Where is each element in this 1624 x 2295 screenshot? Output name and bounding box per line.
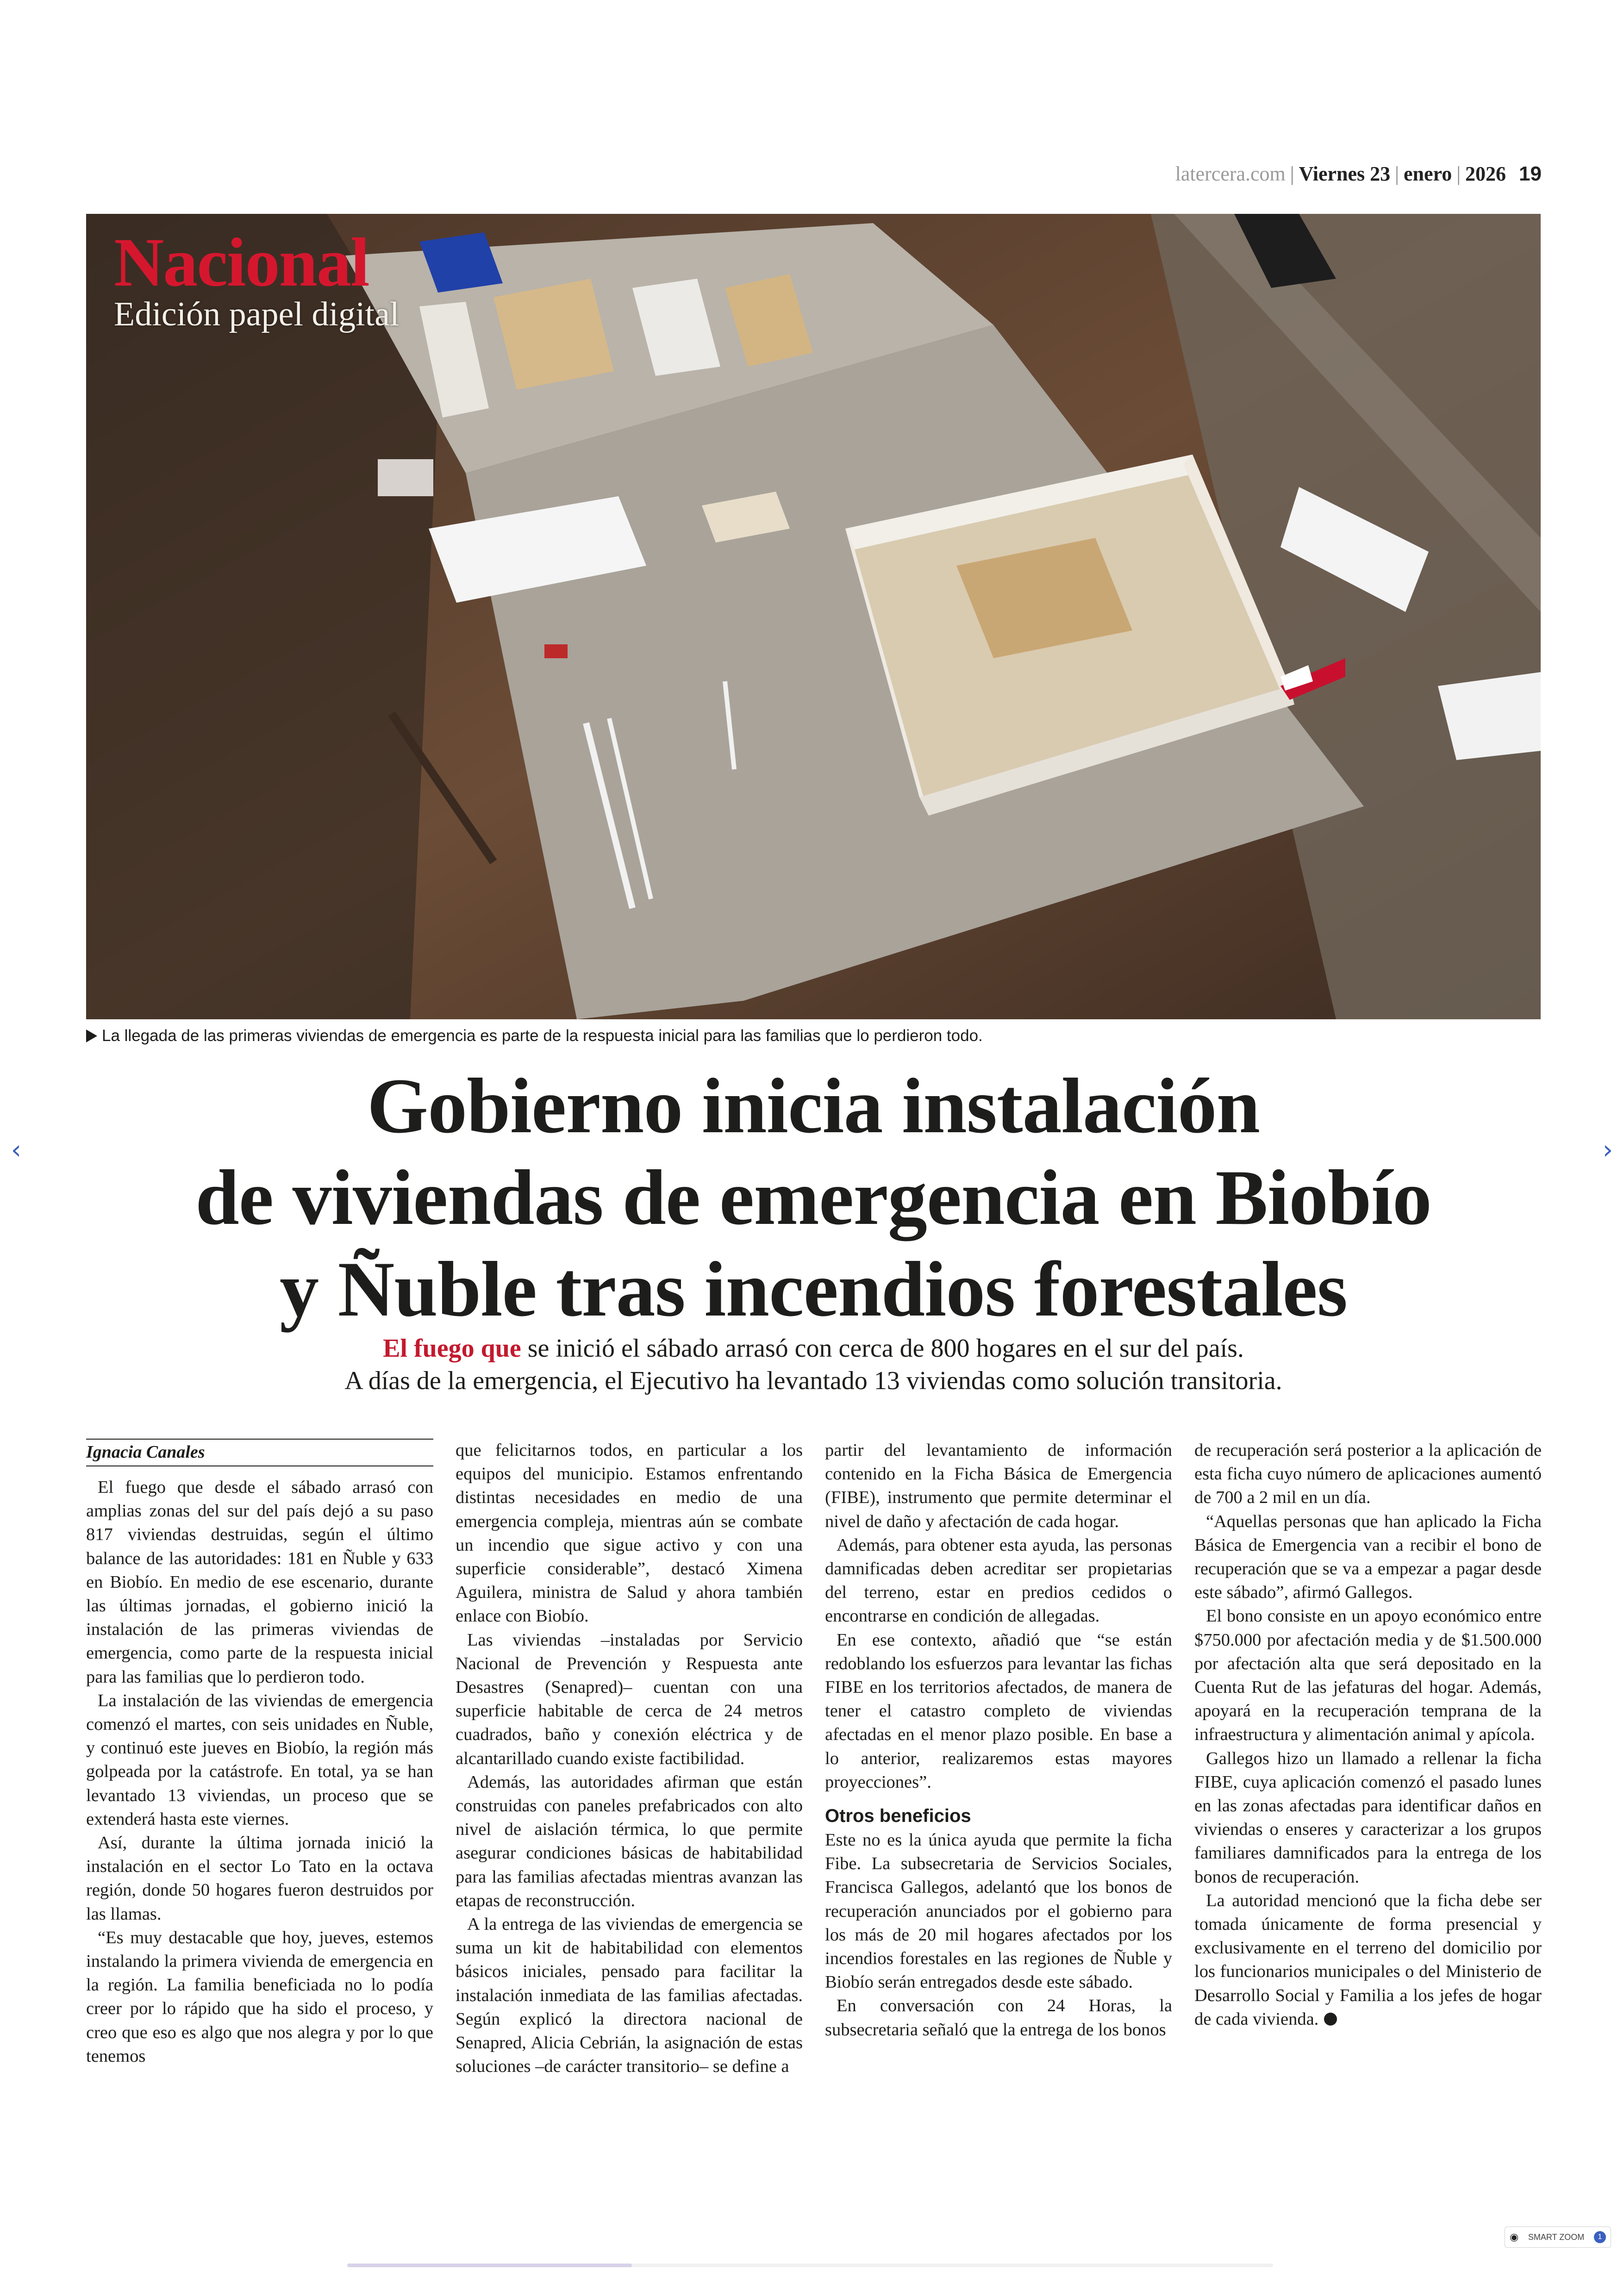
scrollbar-thumb[interactable]: [347, 2264, 632, 2267]
site-name: latercera.com: [1175, 162, 1286, 185]
body-paragraph: Además, para obtener esta ayuda, las personas damnificadas deben acreditar ser propietarias del terreno, estar en predios cedidos o encontrarse en condición de allegadas.: [825, 1535, 1172, 1626]
deck-line: A días de la emergencia, el Ejecutivo ha levantado 13 viviendas como solución transitoria.: [344, 1366, 1282, 1395]
body-paragraph: de recuperación será posterior a la aplicación de esta ficha cuyo número de aplicaciones aumentó de 700 a 2 mil en un día.: [1194, 1441, 1542, 1508]
end-mark-icon: [1324, 2013, 1337, 2026]
body-paragraph: Además, las autoridades afirman que están construidas con paneles prefabricados con alto nivel de aislación térmica, lo que permite asegurar condiciones básicas de habitabilidad para las familias afectadas mientras avanzan las etapas de reconstrucción.: [456, 1772, 803, 1910]
smart-zoom-label: SMART ZOOM: [1528, 2232, 1585, 2242]
folio-separator: |: [1290, 162, 1294, 185]
body-paragraph: “Aquellas personas que han aplicado la Ficha Básica de Emergencia van a recibir el bono de recuperación que se va a empezar a pagar desde este sábado”, afirmó Gallegos.: [1194, 1511, 1542, 1603]
body-paragraph: La instalación de las viviendas de emergencia comenzó el martes, con seis unidades en Ñuble, y continuó este jueves en Biobío, la región más golpeada por la catástrofe. En total, ya se han levantado 13 viviendas, un proceso que se extenderá hasta este viernes.: [86, 1690, 433, 1829]
folio-year: 2026: [1465, 162, 1506, 185]
final-paragraph-text: La autoridad mencionó que la ficha debe ser tomada únicamente de forma presencial y exclusivamente en el terreno del domicilio por los funcionarios municipales o del Ministerio de Desarrollo Social y Familia a los jefes de hogar de cada vivienda.: [1194, 1890, 1542, 2029]
body-paragraph: El bono consiste en un apoyo económico entre $750.000 por afectación media y de $1.500.000 por afectación alta que será depositado en la Cuenta Rut de las jefaturas del hogar. Además, apoyará en la recuperación temprana de la infraestructura y alimentación animal y apícola.: [1194, 1606, 1542, 1745]
body-paragraph: En ese contexto, añadió que “se están redoblando los esfuerzos para levantar las fichas FIBE en los territorios afectados, de manera de tener el catastro completo de viviendas afectadas en el menor plazo posible. En base a lo anterior, realizaremos estas mayores proyecciones”.: [825, 1630, 1172, 1792]
previous-page-button[interactable]: ‹: [11, 1135, 22, 1165]
next-page-button[interactable]: ›: [1602, 1135, 1613, 1165]
deck-line: [86, 1332, 1541, 1365]
subheading: Otros beneficios: [825, 1806, 971, 1827]
headline: [86, 1060, 1541, 1335]
article-column-3: [825, 1439, 1172, 2042]
body-paragraph: “Es muy destacable que hoy, jueves, estemos instalando la primera vivienda de emergencia en la región. La familia beneficiada no lo podía creer por lo rápido que ha sido el proceso, y creo que eso es algo que nos alegra y por lo que tenemos: [86, 1927, 433, 2066]
folio-day: Viernes 23: [1299, 162, 1391, 185]
deck: [86, 1332, 1541, 1397]
article-column-4: [1194, 1439, 1542, 2031]
smart-zoom-button[interactable]: [1505, 2226, 1611, 2248]
body-paragraph: [1194, 1889, 1542, 2031]
folio-separator: |: [1395, 162, 1399, 185]
photo-caption: [86, 1027, 1541, 1045]
page-number: 19: [1519, 162, 1542, 185]
body-paragraph: A la entrega de las viviendas de emergencia se suma un kit de habitabilidad con elementos básicos iniciales, pensado para facilitar la instalación inmediata de las familias afectadas. Según explicó la directora nacional de Senapred, Alicia Cebrián, la asignación de estas soluciones –de carácter transitorio– se define a: [456, 1915, 803, 2077]
smart-zoom-count-badge: 1: [1594, 2231, 1606, 2243]
deck-line-rest: se inició el sábado arrasó con cerca de 800 hogares en el sur del país.: [521, 1334, 1244, 1363]
body-paragraph: Así, durante la última jornada inició la instalación en el sector Lo Tato en la octava región, donde 50 hogares fueron destruidos por las llamas.: [86, 1833, 433, 1924]
body-paragraph: partir del levantamiento de información contenido en la Ficha Básica de Emergencia (FIBE), instrumento que permite determinar el nivel de daño y afectación de cada hogar.: [825, 1441, 1172, 1531]
page-scrollbar[interactable]: [347, 2264, 1273, 2267]
edition-label: Edición papel digital: [114, 295, 400, 333]
page-folio: [1065, 162, 1542, 186]
headline-line: de viviendas de emergencia en Biobío: [195, 1154, 1431, 1241]
body-paragraph: que felicitarnos todos, en particular a los equipos del municipio. Estamos enfrentando distintas necesidades en medio de una emergencia compleja, mientras aún se combate un incendio que sigue activo y con una superficie considerable”, destacó Ximena Aguilera, ministra de Salud y ahora también enlace con Biobío.: [456, 1441, 803, 1626]
body-paragraph: Este no es la única ayuda que permite la ficha Fibe. La subsecretaria de Servicios Sociales, Francisca Gallegos, adelantó que los bonos de recuperación anunciados por el gobierno para los más de 20 mil hogares afectados por los incendios forestales en las regiones de Ñuble y Biobío serán entregados desde este sábado.: [825, 1830, 1172, 1992]
headline-line: Gobierno inicia instalación: [367, 1062, 1260, 1149]
folio-month: enero: [1403, 162, 1452, 185]
headline-line: y Ñuble tras incendios forestales: [280, 1246, 1347, 1333]
body-paragraph: Gallegos hizo un llamado a rellenar la ficha FIBE, cuya aplicación comenzó el pasado lunes en las zonas afectadas para identificar daños en viviendas o enseres y caracterizar a los grupos familiares damnificados para la entrega de los bonos de recuperación.: [1194, 1748, 1542, 1887]
aerial-photo: [86, 214, 1541, 1019]
byline: Ignacia Canales: [86, 1439, 433, 1466]
body-paragraph: El fuego que desde el sábado arrasó con amplias zonas del sur del país dejó a su paso 817 viviendas destruidas, según el último balance de las autoridades: 181 en Ñuble y 633 en Biobío. En medio de ese escenario, durante las últimas jornadas, el gobierno inició la instalación de las primeras viviendas de emergencia, como parte de la respuesta inicial para las familias que lo perdieron todo.: [86, 1478, 433, 1687]
article-column-1: [86, 1439, 433, 2068]
aerial-photo-illustration: [86, 214, 1541, 1019]
deck-lead: El fuego que: [383, 1334, 521, 1363]
eye-icon: ◉: [1510, 2231, 1519, 2243]
section-title: Nacional: [114, 224, 369, 301]
body-paragraph: Las viviendas –instaladas por Servicio Nacional de Prevención y Respuesta ante Desastres (Senapred)– cuentan con una superficie habitable de cerca de 24 metros cuadrados, baño y conexión eléctrica y de alcantarillado cuando existe factibilidad.: [456, 1630, 803, 1768]
article-column-2: [456, 1439, 803, 2078]
caption-triangle-icon: [86, 1029, 97, 1042]
folio-separator: |: [1456, 162, 1461, 185]
body-paragraph: En conversación con 24 Horas, la subsecretaria señaló que la entrega de los bonos: [825, 1996, 1172, 2039]
photo-caption-text: La llegada de las primeras viviendas de emergencia es parte de la respuesta inicial para las familias que lo perdieron todo.: [102, 1027, 983, 1045]
